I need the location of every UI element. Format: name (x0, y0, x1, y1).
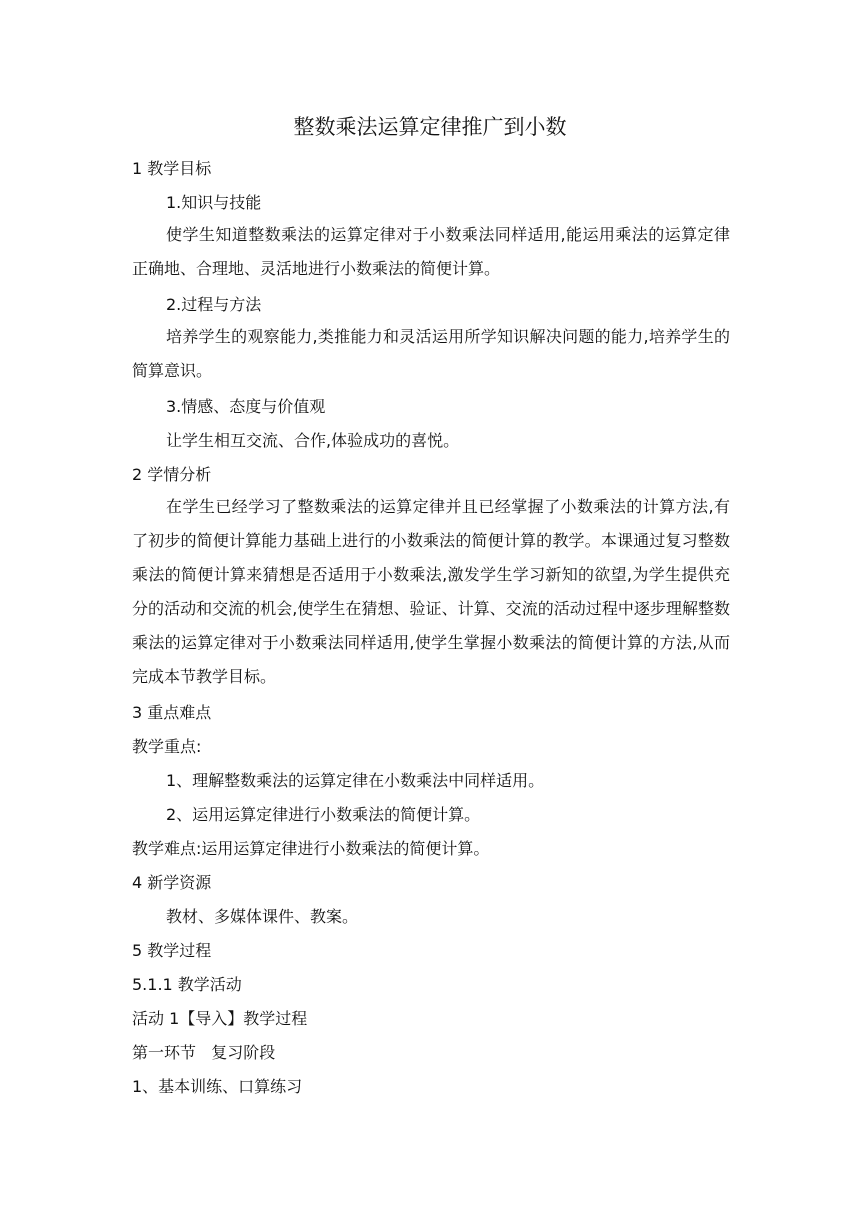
subheading-activities: 5.1.1 教学活动 (132, 975, 242, 994)
difficulty-text: 教学难点:运用运算定律进行小数乘法的简便计算。 (132, 839, 490, 858)
paragraph-analysis: 在学生已经学习了整数乘法的运算定律并且已经掌握了小数乘法的计算方法,有了初步的简便计算能力基础上进行的小数乘法的简便计算的教学。本课通过复习整数乘法的简便计算来猜想是否适用于小数乘法,激发学生学习新知的欲望,为学生提供充分的活动和交流的机会,使学生在猜想、验证、计算、交流的活动过程中逐步理解整数乘法的运算定律对于小数乘法同样适用,使学生掌握小数乘法的简便计算的方法,从而完成本节教学目标。 (132, 497, 730, 686)
section-heading-analysis: 2 学情分析 (132, 465, 212, 484)
focus-item-1: 1、理解整数乘法的运算定律在小数乘法中同样适用。 (166, 771, 545, 790)
focus-item-2: 2、运用运算定律进行小数乘法的简便计算。 (166, 805, 481, 824)
item-1-text: 1、基本训练、口算练习 (132, 1077, 303, 1096)
section-heading-resources: 4 新学资源 (132, 873, 212, 892)
subheading-process-methods: 2.过程与方法 (166, 295, 262, 314)
focus-label: 教学重点: (132, 737, 202, 756)
resources-text: 教材、多媒体课件、教案。 (166, 907, 359, 926)
subheading-knowledge-skills: 1.知识与技能 (166, 193, 262, 212)
subheading-attitude-values: 3.情感、态度与价值观 (166, 397, 326, 416)
paragraph-process-methods: 培养学生的观察能力,类推能力和灵活运用所学知识解决问题的能力,培养学生的简算意识。 (132, 327, 730, 380)
section-heading-process: 5 教学过程 (132, 941, 212, 960)
section-heading-key-points: 3 重点难点 (132, 703, 212, 722)
activity-1-text: 活动 1【导入】教学过程 (132, 1009, 308, 1028)
stage-1-text: 第一环节 复习阶段 (132, 1043, 276, 1062)
document-title: 整数乘法运算定律推广到小数 (293, 115, 567, 139)
section-heading-objectives: 1 教学目标 (132, 159, 212, 178)
paragraph-attitude-values: 让学生相互交流、合作,体验成功的喜悦。 (166, 431, 460, 450)
paragraph-knowledge-skills: 使学生知道整数乘法的运算定律对于小数乘法同样适用,能运用乘法的运算定律正确地、合理地、灵活地进行小数乘法的简便计算。 (132, 225, 730, 278)
